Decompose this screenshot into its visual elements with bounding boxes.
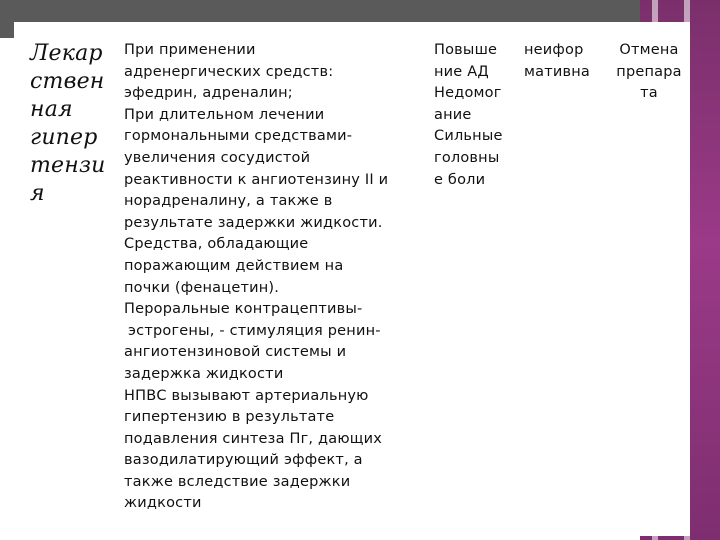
- description-line: реактивности к ангиотензину II и: [124, 171, 389, 188]
- description-line: результате задержки жидкости.: [124, 214, 383, 231]
- diagnostics-cell: [524, 40, 602, 83]
- symptoms-line: Сильные: [434, 128, 503, 145]
- title-line: ствен: [30, 69, 105, 94]
- table-row: [24, 40, 690, 534]
- causes-description-cell: [124, 40, 424, 515]
- description-line: При длительном лечении: [124, 106, 325, 123]
- description-line: адренергических средств:: [124, 63, 334, 80]
- title-line: тензи: [30, 153, 106, 178]
- description-line: Пероральные контрацептивы-: [124, 301, 363, 318]
- symptoms-line: е боли: [434, 171, 486, 188]
- symptoms-line: Недомог: [434, 85, 502, 102]
- description-line: НПВС вызывают артериальную: [124, 387, 369, 404]
- diagnostics-line: неифор: [524, 42, 584, 58]
- description-line: При применении: [124, 42, 256, 58]
- description-line: поражающим действием на: [124, 257, 344, 274]
- title-line: я: [30, 181, 45, 206]
- title-line: Лекар: [30, 41, 103, 66]
- description-line: подавления синтеза Пг, дающих: [124, 430, 382, 447]
- symptoms-line: ние АД: [434, 63, 489, 80]
- description-line: гормональными средствами-: [124, 128, 353, 145]
- treatment-line: та: [640, 85, 658, 102]
- description-line: ангиотензиновой системы и: [124, 344, 347, 361]
- description-line: гипертензию в результате: [124, 409, 335, 426]
- description-line: эфедрин, адреналин;: [124, 85, 293, 102]
- description-line: вазодилатирующий эффект, а: [124, 452, 363, 469]
- title-line: гипер: [30, 125, 98, 150]
- description-line: эстрогены, - стимуляция ренин-: [128, 322, 381, 339]
- diagnostics-line: мативна: [524, 63, 591, 80]
- description-line: увеличения сосудистой: [124, 149, 311, 166]
- description-line: Средства, обладающие: [124, 236, 309, 253]
- description-line: также вследствие задержки: [124, 473, 351, 490]
- description-line: задержка жидкости: [124, 365, 284, 382]
- description-line: жидкости: [124, 495, 202, 512]
- title-line: ная: [30, 97, 73, 122]
- symptoms-line: Повыше: [434, 42, 498, 58]
- condition-title-cell: [30, 40, 114, 208]
- treatment-line: Отмена: [619, 42, 679, 58]
- symptoms-line: головны: [434, 149, 500, 166]
- symptoms-cell: [434, 40, 514, 191]
- treatment-cell: [609, 40, 689, 105]
- description-line: почки (фенацетин).: [124, 279, 280, 296]
- description-line: норадреналину, а также в: [124, 193, 333, 210]
- treatment-line: препара: [616, 63, 682, 80]
- symptoms-line: ание: [434, 106, 472, 123]
